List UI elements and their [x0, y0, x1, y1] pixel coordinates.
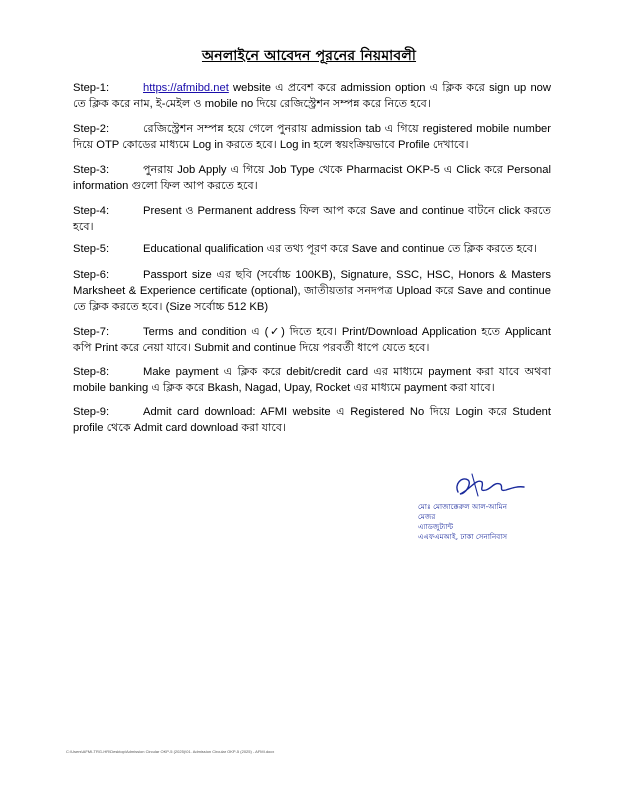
- step-text: https://afmibd.net website এ প্রবেশ করে admission option এ ক্লিক করে sign up now তে ক্লিক করে নাম, ই-মেইল ও mobile no দিয়ে রেজিস্ট্রেশন সম্পন্ন করে নিতে হবে।: [73, 82, 551, 110]
- step-text: পুনরায় Job Apply এ গিয়ে Job Type থেকে Pharmacist OKP-5 এ Click করে Personal information গুলো ফিল আপ করতে হবে।: [73, 164, 551, 192]
- step-label: Step-6:: [73, 269, 110, 281]
- step-label: Step-9:: [73, 406, 110, 418]
- signatory-name: মোঃ মোজাক্কেরুল আল-আমিন: [418, 502, 508, 511]
- step-8: [73, 364, 551, 396]
- signatory-designation: এ্যাডজুট্যান্ট: [418, 522, 454, 531]
- step-5: [73, 241, 551, 257]
- step-label: Step-1:: [73, 82, 110, 94]
- step-text: Educational qualification এর তথ্য পূরণ করে Save and continue তে ক্লিক করতে হবে।: [143, 243, 538, 255]
- file-path-footer: C:\Users\AFMI-TRG-HR\Desktop\Admission Circular OKP-5 (2025)\01. Admission Circular OKP-5 (2025) - AFMI.docx: [66, 749, 275, 754]
- signatory-office: এএফএমআই, ঢাকা সেনানিবাস: [418, 532, 508, 541]
- step-3: [73, 162, 551, 194]
- signature-scribble-icon: [448, 470, 528, 502]
- step-1: [73, 80, 551, 112]
- step-text: Present ও Permanent address ফিল আপ করে Save and continue বাটনে click করতে হবে।: [73, 205, 551, 233]
- step-label: Step-5:: [73, 243, 110, 255]
- step-6: [73, 267, 551, 315]
- step-label: Step-4:: [73, 205, 110, 217]
- step-9: [73, 404, 551, 436]
- step-text: Admit card download: AFMI website এ Registered No দিয়ে Login করে Student profile থেকে Admit card download করা যাবে।: [73, 406, 551, 434]
- step-label: Step-3:: [73, 164, 110, 176]
- signatory-rank: মেজর: [418, 512, 436, 521]
- step-4: [73, 203, 551, 235]
- step-text: রেজিস্ট্রেশন সম্পন্ন হয়ে গেলে পুনরায় admission tab এ গিয়ে registered mobile number দিয়ে OTP কোডের মাধ্যমে Log in করতে হবে। Log in হলে স্বয়ংক্রিয়ভাবে Profile দেখাবে।: [73, 123, 551, 151]
- step-label: Step-7:: [73, 326, 110, 338]
- step-label: Step-8:: [73, 366, 110, 378]
- page-title: অনলাইনে আবেদন পূরনের নিয়মাবলী: [201, 48, 417, 64]
- step-text: Make payment এ ক্লিক করে debit/credit card এর মাধ্যমে payment করা যাবে অথবা mobile banking এ ক্লিক করে Bkash, Nagad, Upay, Rocket এর মাধ্যমে payment করা যাবে।: [73, 366, 551, 394]
- step-2: [73, 121, 551, 153]
- step-text: Terms and condition এ (✓) দিতে হবে। Print/Download Application হতে Applicant কপি Print করে নেয়া যাবে। Submit and continue দিয়ে পরবর্তী ধাপে যেতে হবে।: [73, 326, 551, 354]
- step-7: [73, 324, 551, 356]
- step-label: Step-2:: [73, 123, 110, 135]
- website-link[interactable]: https://afmibd.net: [143, 82, 229, 94]
- step-text: Passport size এর ছবি (সর্বোচ্চ 100KB), Signature, SSC, HSC, Honors & Masters Marksheet & Experience certificate (optional), জাতীয়তার সনদপত্র Upload করে Save and continue তে ক্লিক করতে হবে। (Size সর্বোচ্চ 512 KB): [73, 269, 551, 313]
